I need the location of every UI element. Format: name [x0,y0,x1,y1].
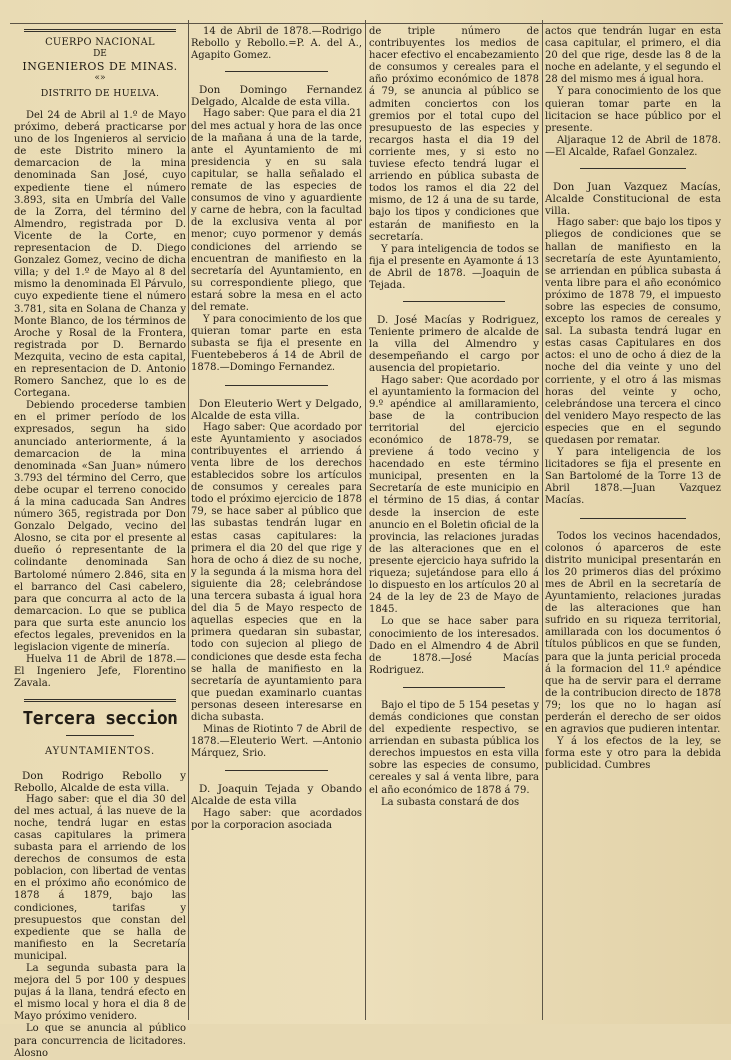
header-ingenieros: INGENIEROS DE MINAS. [22,60,178,73]
notice-paragraph: Y para conocimiento de los que quieran tomar parte en esta subasta se fija el presente en Fuentebeberos á 14 de Abril de 1878.—Domingo Fernandez. [191,314,362,374]
notice-paragraph: 14 de Abril de 1878.—Rodrigo Rebollo y Rebollo.=P. A. del A., Agapito Gomez. [191,26,362,62]
header-cuerpo: CUERPO NACIONAL [45,37,155,48]
rule [403,301,505,302]
double-rule [24,699,176,702]
ornament: «» [94,73,106,83]
notice-paragraph: Y para conocimiento de los que quieran tomar parte en la licitacion se hace público por el presente. [545,86,721,134]
notice-paragraph: Hago saber: que acordados por la corporacion asociada [191,807,362,831]
column-1 [14,26,186,1059]
column-divider [188,20,189,1020]
column-2 [191,26,362,1022]
mine-notice-paragraph: Del 24 de Abril al 1.º de Mayo próximo, deberá practicarse por uno de los Ingenieros al servicio de este Distrito minero la demarcacion de la mina denominada San José, cuyo expediente tiene el número 3.893, sita en Umbría del Valle de la Zorra, del término del Almendro, registrada por D. Vicente de la Corte, en representacion de D. Diego Gonzalez Gomez, vecino de dicha villa; y del 1.º de Mayo al 8 del mismo la denominada El Párvulo, cuyo expediente tiene el número 3.781, sita en Solana de Chanza y Monte Blanco, de los términos de Aroche y Rosal de la Frontera, registrada por D. Bernardo Mezquita, vecino de esta capital, en representacion de D. Antonio Romero Sanchez, que lo es de Cortegana. [14,110,186,400]
rule [225,770,328,771]
notice-paragraph: La subasta constará de dos [381,796,520,808]
notice-heading: Don Eleuterio Wert y Delgado, Alcalde de esta villa. [191,397,362,422]
column-divider [542,20,543,1020]
rule [225,385,328,386]
notice-paragraph: Hago saber: que bajo los tipos y pliegos de condiciones que se hallan de manifiesto en la secretaría de este Ayuntamiento, se arriendan en pública subasta á venta libre para el año económico próximo de 1878 79, el impuesto sobre las especies de consumo, excepto los ramos de cereales y sal. La subasta tendrá lugar en estas casas Capitulares en dos actos: el uno de ocho á diez de la noche del dia veinte y uno del corriente, y el otro á las mismas horas del veinte y ocho, celebrándose una tercera el cinco del venidero Mayo respecto de las especies que en el segundo quedasen por rematar. [545,217,721,446]
notice-paragraph: Hago saber: Que acordado por este Ayuntamiento y asociados contribuyentes el arriendo á venta libre de los derechos establecidos sobre los artículos de consumos y cereales para todo el próximo ejercicio de 1878 79, se hace saber al público que las subastas tendrán lugar en estas casas capitulares: la primera el dia 20 del que rige y hora de ocho á diez de su noche, y la segunda á la misma hora del siguiente dia 28; celebrándose una tercera subasta á igual hora del dia 5 de Mayo respecto de aquellas especies que en la primera quedaran sin subastar, todo con sujecion al pliego de condiciones que desde esta fecha se halla de manifiesto en la secretaría de ayuntamiento para que puedan examinarlo cuantas personas deseen interesarse en dicha subasta. [191,421,362,723]
notice-paragraph: Todos los vecinos hacendados, colonos ó aparceros de este distrito municipal presentarán en los 20 primeros dias del próximo mes de Abril en la secretaría de Ayuntamiento, relaciones juradas de las alteraciones que han sufrido en su riqueza territorial, amillarada con los documentos ó títulos públicos en que se funden, para que la junta pericial proceda á la formacion del 11.º apéndice que ha de servir para el derrame de la contribucion directo de 1878 79; los que no lo hagan así perderán el derecho de ser oidos en agravios que pudieren intentar. [545,530,721,736]
section-title: Tercera seccion [22,707,178,729]
mine-notice-signature: Huelva 11 de Abril de 1878.— El Ingeniero Jefe, Florentino Zavala. [14,654,186,690]
column-divider [365,20,366,1020]
district-heading: DISTRITO DE HUELVA. [40,88,160,99]
column-3 [369,26,539,1022]
notice-signature: Aljaraque 12 de Abril de 1878.—El Alcalde, Rafael Gonzalez. [545,134,721,158]
notice-paragraph: Y á los efectos de la ley, se forma este y otro para la debida publicidad. Cumbres [545,736,721,772]
notice-paragraph: Bajo el tipo de 5 154 pesetas y demás condiciones que constan del expediente respectivo, se arriendan en subasta pública los derechos impuestos en esta villa sobre las especies de consumo, cereales y sal á venta libre, para el año económico de 1878 á 79. [369,699,539,796]
notice-paragraph: de triple número de contribuyentes los medios de hacer efectivo el encabezamiento de consumos y cereales para el año próximo económico de 1878 á 79, se anuncia al público se admiten conciertos con los gremios por el total cupo del presupuesto de las especies y recargos hasta el dia 19 del corriente mes, y si esto no tuviese efecto tendrá lugar el arriendo en pública subasta de todos los ramos el dia 22 del mismo, de 12 á una de su tarde, bajo los tipos y condiciones que estarán de manifiesto en la secretaría. [369,26,539,243]
rule [66,735,135,736]
notice-paragraph: actos que tendrán lugar en esta casa capitular, el primero, el dia 20 del que rige, desde las 8 de la noche en adelante, y el segundo el 28 del mismo mes á igual hora. [545,26,721,86]
notice-paragraph: Lo que se anuncia al público para concurrencia de licitadores. Alosno [14,1023,186,1059]
notice-paragraph: Minas de Riotinto 7 de Abril de 1878.—Eleuterio Wert. —Antonio Márquez, Srio. [191,724,362,760]
notice-heading: Don Domingo Fernandez Delgado, Alcalde de esta villa. [191,84,362,109]
notice-paragraph: Hago saber: que el dia 30 del del mes actual, á las nueve de la noche, tendrá lugar en estas casas capitulares la primera subasta para el arriendo de los derechos de consumos de esta poblacion, con libertad de ventas en el próximo año económico de 1878 á 1879, bajo las condiciones, tarifas y presupuestos que constan del expediente que se halla de manifiesto en la Secretaría municipal. [14,793,186,962]
notice-paragraph: Hago saber: Que acordado por el ayuntamiento la formacion del 9.º apéndice al amillaramiento, base de la contribucion territorial del ejercicio económico de 1878-79, se previene á todo vecino y hacendado en este término municipal, presenten en la Secretaría de este municipio en el término de 15 dias, á contar desde la insercion de este anuncio en el Boletin oficial de la provincia, las relaciones juradas de las alteraciones que en el presente ejercicio haya sufrido la riqueza; sujetándose para ello á lo dispuesto en los artículos 20 al 24 de la ley de 23 de Mayo de 1845. [369,374,539,616]
notice-heading: D. Joaquin Tejada y Obando Alcalde de esta villa [191,783,362,808]
section-subtitle: AYUNTAMIENTOS. [45,745,155,757]
notice-heading: D. José Macías y Rodriguez, Teniente primero de alcalde de la villa del Almendro y desempeñando el cargo por ausencia del propietario. [369,314,539,375]
notice-heading: Don Rodrigo Rebollo y Rebollo, Alcalde de esta villa. [14,769,186,794]
notice-paragraph: La segunda subasta para la mejora del 5 por 100 y despues pujas á la llana, tendrá efecto en el mismo local y hora el dia 8 de Mayo próximo venidero. [14,963,186,1023]
notice-paragraph: Y para inteligencia de los licitadores se fija el presente en San Bartolomé de la Torre 13 de Abril 1878.—Juan Vazquez Macías. [545,447,721,507]
top-rule [10,23,723,24]
column-4 [545,26,721,1022]
rule [225,71,328,72]
rule [403,687,505,688]
rule [580,518,686,519]
notice-paragraph: Y para inteligencia de todos se fija el presente en Ayamonte á 13 de Abril de 1878. —Joaquin de Tejada. [369,243,539,291]
notice-paragraph: Hago saber: Que para el dia 21 del mes actual y hora de las once de la mañana á una de la tarde, ante el Ayuntamiento de mi presidencia y en su sala capitular, se halla señalado el remate de las especies de consumos de vino y aguardiente y carne de hebra, con la facultad de la exclusiva venta al por menor; cuyo pormenor y demás condiciones del arriendo se encuentran de manifiesto en la secretaría del Ayuntamiento, en su correspondiente pliego, que estará sobre la mesa en el acto del remate. [191,108,362,313]
header-de: DE [93,49,107,59]
rule [580,168,686,169]
mine-notice-paragraph: Debiendo procederse tambien en el primer período de los expresados, segun ha sido anunciado anteriormente, á la demarcacion de la mina denominada «San Juan» número 3.793 del término del Cerro, que debe ocupar el terreno conocido á la mina caducada San Andres número 365, registrada por Don Gonzalo Delgado, vecino del Alosno, se cita por el presente al dueño ó representante de la colindante denominada San Bartolomé número 2.846, sita en el barranco del Casi cabelero, para que concurra al acto de la demarcacion. Lo que se publica para que surta este anuncio los efectos legales, prevenidos en la legislacion vigente de minería. [14,400,186,654]
notice-heading: Don Juan Vazquez Macías, Alcalde Constitucional de esta villa. [545,181,721,218]
double-rule [24,29,176,32]
notice-paragraph: Lo que se hace saber para conocimiento de los interesados. Dado en el Almendro 4 de Abril de 1878.—José Macías Rodriguez. [369,616,539,676]
